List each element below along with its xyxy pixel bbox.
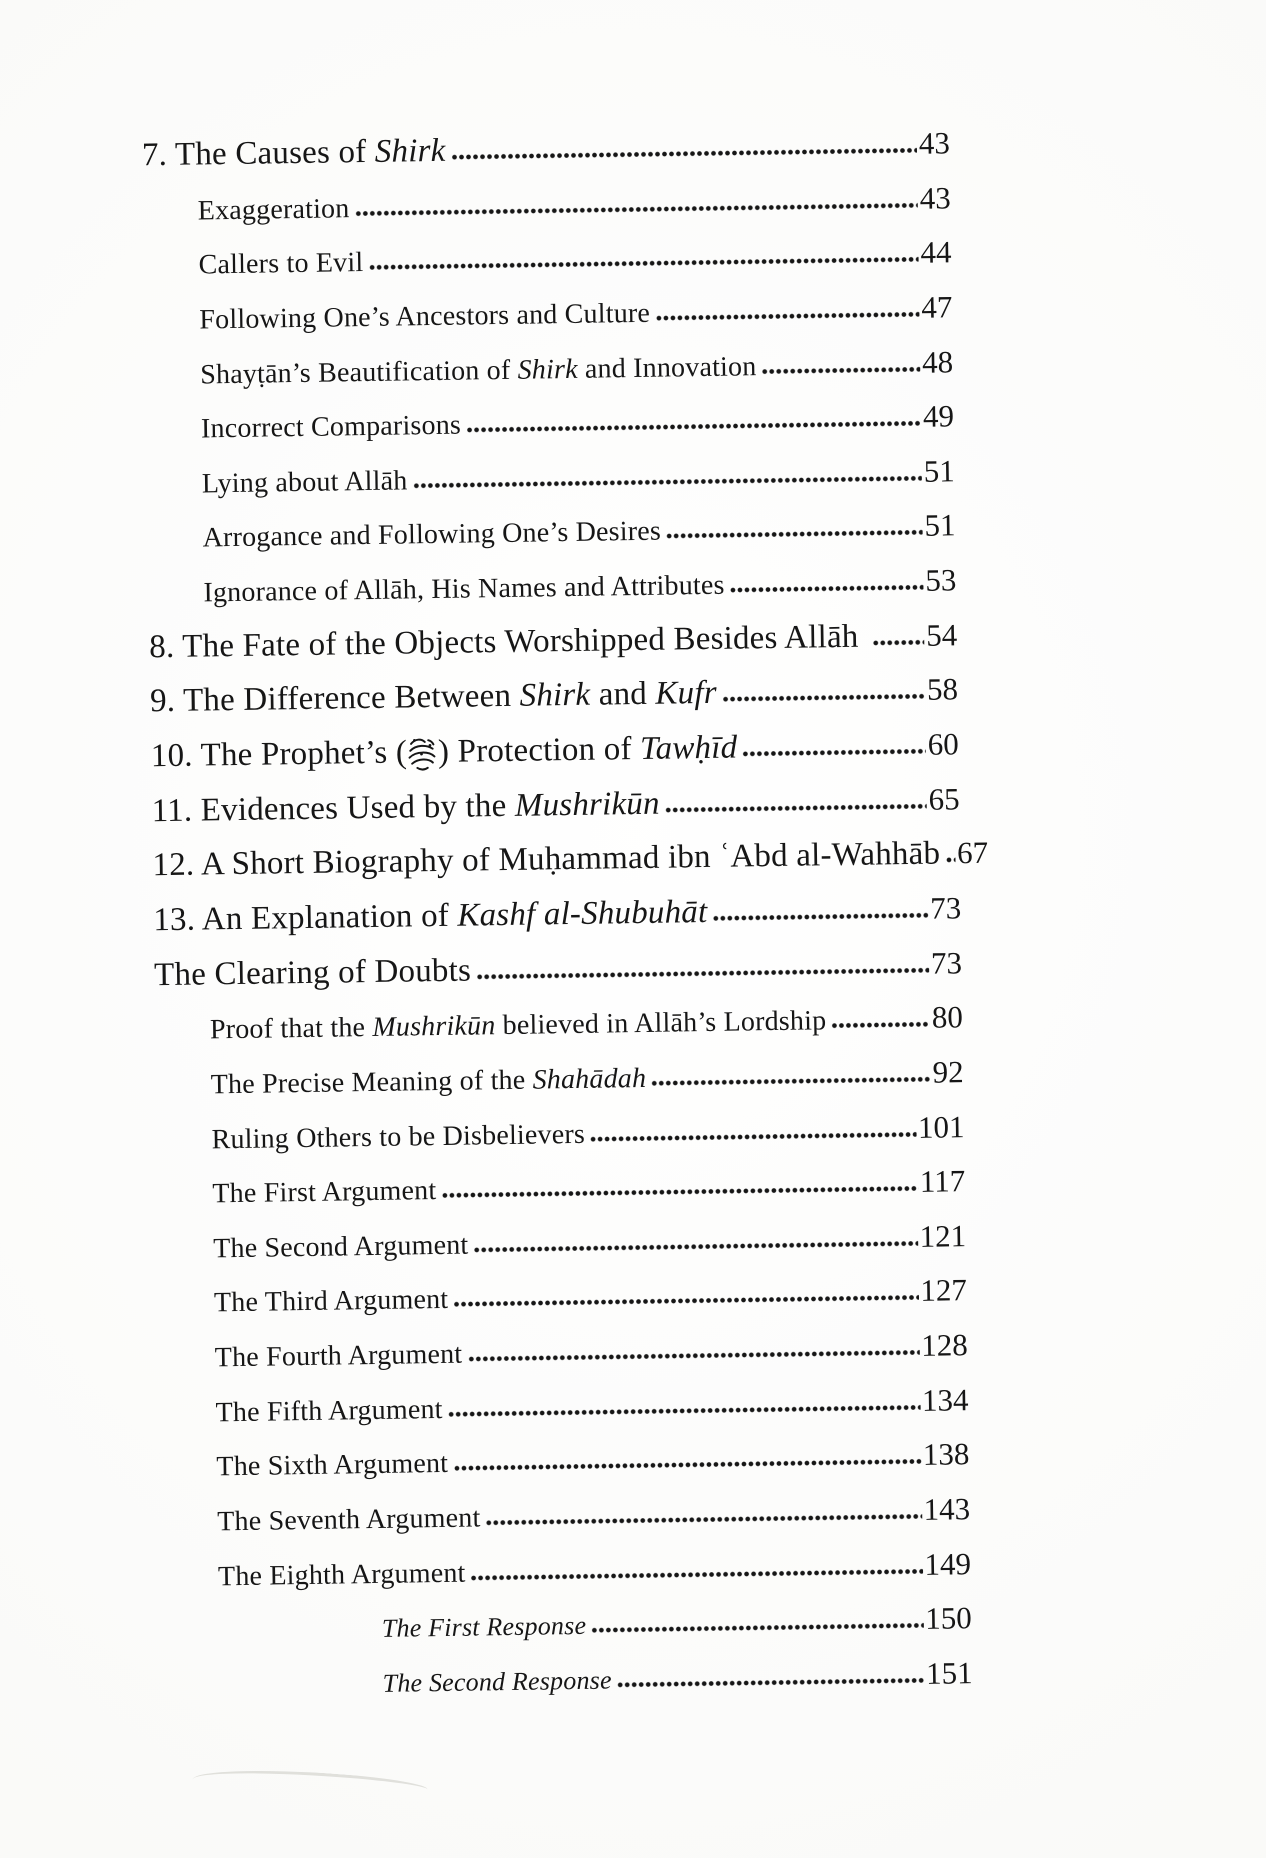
toc-entry-title bbox=[217, 1491, 481, 1550]
toc-entry-title bbox=[142, 124, 446, 183]
toc-term-italic: Mushrikūn bbox=[514, 785, 660, 824]
toc-entry-title bbox=[197, 182, 349, 239]
dot-leader bbox=[453, 1294, 918, 1308]
toc-term-italic: Shirk bbox=[374, 132, 446, 170]
toc-text: Shayṭān’s Beautification of bbox=[199, 354, 518, 391]
toc-page-number: 143 bbox=[923, 1491, 971, 1527]
toc-entry-title bbox=[381, 1599, 586, 1657]
toc-entry-title bbox=[210, 994, 827, 1058]
toc-text: Ignorance of Allāh, His Names and Attributes bbox=[203, 569, 725, 609]
toc-term-italic: Mushrikūn bbox=[372, 1010, 496, 1044]
toc-text: and Innovation bbox=[577, 350, 757, 385]
dot-leader bbox=[831, 1021, 930, 1029]
toc-text: The Seventh Argument bbox=[217, 1502, 481, 1538]
toc-text: believed in Allāh’s Lordship bbox=[495, 1005, 827, 1042]
dot-leader bbox=[872, 639, 924, 647]
toc-entry-title bbox=[201, 399, 462, 458]
dot-leader bbox=[412, 475, 921, 490]
toc-term-italic: Shirk bbox=[517, 353, 578, 386]
toc-text: The Eighth Argument bbox=[217, 1557, 466, 1592]
toc-entry-title bbox=[214, 1273, 449, 1331]
toc-page-number: 51 bbox=[924, 507, 956, 544]
toc-text: and bbox=[589, 676, 656, 714]
dot-leader bbox=[591, 1622, 923, 1634]
dot-leader bbox=[730, 584, 924, 594]
toc-text: Arrogance and Following One’s Desires bbox=[202, 516, 662, 554]
toc-entry-title bbox=[382, 1653, 612, 1711]
toc-term-italic: The First Response bbox=[381, 1611, 587, 1644]
toc-text: Ruling Others to be Disbelievers bbox=[211, 1118, 586, 1155]
scan-artifact-pencil-line bbox=[191, 1763, 428, 1817]
toc-entry-title bbox=[211, 1107, 585, 1167]
toc-text: 12. A Short Biography of Muḥammad ibn ʿAbd al-Wahhāb bbox=[152, 835, 941, 884]
toc-entry-title bbox=[150, 721, 737, 784]
toc-text: The First Argument bbox=[212, 1175, 437, 1210]
toc-page-number: 43 bbox=[918, 125, 951, 161]
toc-page-number: 149 bbox=[924, 1545, 972, 1582]
toc-term-italic: Tawḥīd bbox=[639, 729, 738, 768]
toc-term-italic: The Second Response bbox=[382, 1665, 612, 1698]
dot-leader bbox=[945, 857, 955, 864]
toc-entry-title bbox=[199, 287, 650, 348]
toc-entry-title bbox=[151, 776, 660, 838]
toc-text: ) Protection of bbox=[437, 731, 641, 771]
toc-text: Following One’s Ancestors and Culture bbox=[199, 297, 651, 336]
dot-leader bbox=[450, 147, 917, 161]
toc-page-number: 128 bbox=[920, 1327, 968, 1363]
toc-page-number: 134 bbox=[921, 1381, 969, 1418]
dot-leader bbox=[665, 802, 927, 813]
toc-page-number: 138 bbox=[922, 1436, 970, 1473]
toc-page-number: 54 bbox=[925, 617, 958, 653]
toc-text: The Clearing of Doubts bbox=[153, 952, 472, 993]
toc-page-number: 43 bbox=[919, 179, 951, 216]
dot-leader bbox=[453, 1458, 921, 1472]
toc-entry-title bbox=[202, 505, 661, 566]
dot-leader bbox=[467, 1349, 919, 1363]
dot-leader bbox=[666, 529, 923, 540]
dot-leader bbox=[590, 1130, 916, 1142]
toc-text: 9. The Difference Between bbox=[149, 678, 520, 720]
toc-text: 13. An Explanation of bbox=[153, 897, 458, 939]
toc-page-number: 58 bbox=[926, 671, 959, 708]
toc-term-italic: Shirk bbox=[519, 677, 591, 715]
toc-page-number: 51 bbox=[923, 453, 955, 489]
toc-page-number: 60 bbox=[927, 726, 960, 762]
dot-leader bbox=[761, 365, 920, 374]
toc-entry-title bbox=[152, 827, 940, 893]
toc-page-number: 117 bbox=[919, 1163, 966, 1200]
toc-page-number: 101 bbox=[917, 1108, 965, 1145]
dot-leader bbox=[441, 1185, 918, 1199]
toc-entry-title bbox=[154, 943, 472, 1002]
dot-leader bbox=[476, 966, 929, 980]
toc-entry-title bbox=[216, 1437, 449, 1495]
toc-page-number: 121 bbox=[919, 1218, 967, 1254]
toc-page-number: 47 bbox=[921, 289, 953, 325]
toc-page-number: 65 bbox=[928, 780, 960, 817]
toc-entry-title bbox=[201, 454, 407, 512]
sallallahu-alayhi-wa-sallam-icon bbox=[407, 725, 439, 780]
dot-leader bbox=[712, 912, 928, 922]
toc-page-number: 53 bbox=[925, 562, 957, 598]
dot-leader bbox=[742, 748, 926, 758]
toc-text: Incorrect Comparisons bbox=[200, 409, 462, 445]
toc-text: The Fourth Argument bbox=[214, 1338, 463, 1374]
toc-entry-title bbox=[213, 1218, 469, 1276]
dot-leader bbox=[448, 1404, 920, 1418]
toc-text: Proof that the bbox=[209, 1012, 373, 1046]
toc-page-number: 92 bbox=[932, 1054, 964, 1090]
toc-page-number: 150 bbox=[924, 1600, 973, 1637]
dot-leader bbox=[655, 311, 919, 322]
toc-entry-title bbox=[153, 885, 708, 948]
toc-entry-title bbox=[212, 1164, 437, 1222]
toc-page-number: 67 bbox=[956, 835, 989, 871]
toc-text: The Precise Meaning of the bbox=[210, 1064, 533, 1101]
toc-text: The Third Argument bbox=[213, 1284, 449, 1319]
dot-leader bbox=[471, 1568, 923, 1582]
toc-entry-title bbox=[149, 609, 867, 674]
dot-leader bbox=[485, 1513, 921, 1526]
toc-entry-title bbox=[214, 1328, 462, 1386]
toc-page-number: 73 bbox=[930, 944, 963, 981]
toc-list bbox=[141, 116, 989, 1712]
toc-term-italic: Shahādah bbox=[532, 1062, 647, 1096]
toc-text: Callers to Evil bbox=[198, 247, 364, 281]
toc-text: 7. The Causes of bbox=[141, 133, 376, 174]
dot-leader bbox=[617, 1677, 924, 1689]
toc-page-number: 49 bbox=[922, 398, 955, 434]
toc-text: The Sixth Argument bbox=[216, 1448, 449, 1483]
toc-entry-title bbox=[198, 236, 364, 293]
dot-leader bbox=[722, 693, 925, 703]
toc-text: The Second Argument bbox=[212, 1229, 469, 1265]
dot-leader bbox=[651, 1076, 931, 1087]
toc-text: The Fifth Argument bbox=[215, 1393, 443, 1429]
dot-leader bbox=[466, 420, 921, 434]
toc-text: Exaggeration bbox=[197, 192, 350, 227]
toc-page-number: 48 bbox=[921, 343, 954, 380]
toc-entry-title bbox=[200, 340, 757, 403]
toc-page-number: 151 bbox=[925, 1655, 973, 1691]
dot-leader bbox=[473, 1240, 917, 1254]
toc-entry-title bbox=[215, 1383, 443, 1441]
toc-term-italic: Kufr bbox=[655, 675, 718, 713]
toc-text: Lying about Allāh bbox=[201, 465, 408, 500]
toc-entry-title bbox=[218, 1546, 466, 1604]
toc-text: 11. Evidences Used by the bbox=[151, 787, 516, 829]
toc-page-number: 73 bbox=[929, 890, 962, 926]
toc-entry-title bbox=[150, 666, 717, 729]
toc-term-italic: Kashf al-Shubuhāt bbox=[457, 893, 708, 934]
toc-page-number: 127 bbox=[920, 1272, 968, 1309]
toc-entry-title bbox=[210, 1052, 646, 1113]
toc-page-number: 44 bbox=[920, 234, 952, 271]
toc-page-number: 80 bbox=[931, 999, 964, 1035]
dot-leader bbox=[368, 256, 918, 271]
toc-text: 10. The Prophet’s ( bbox=[150, 734, 408, 775]
toc-text: 8. The Fate of the Objects Worshipped Besides Allāh bbox=[148, 618, 868, 666]
dot-leader bbox=[354, 201, 917, 216]
toc-entry bbox=[164, 1646, 973, 1713]
